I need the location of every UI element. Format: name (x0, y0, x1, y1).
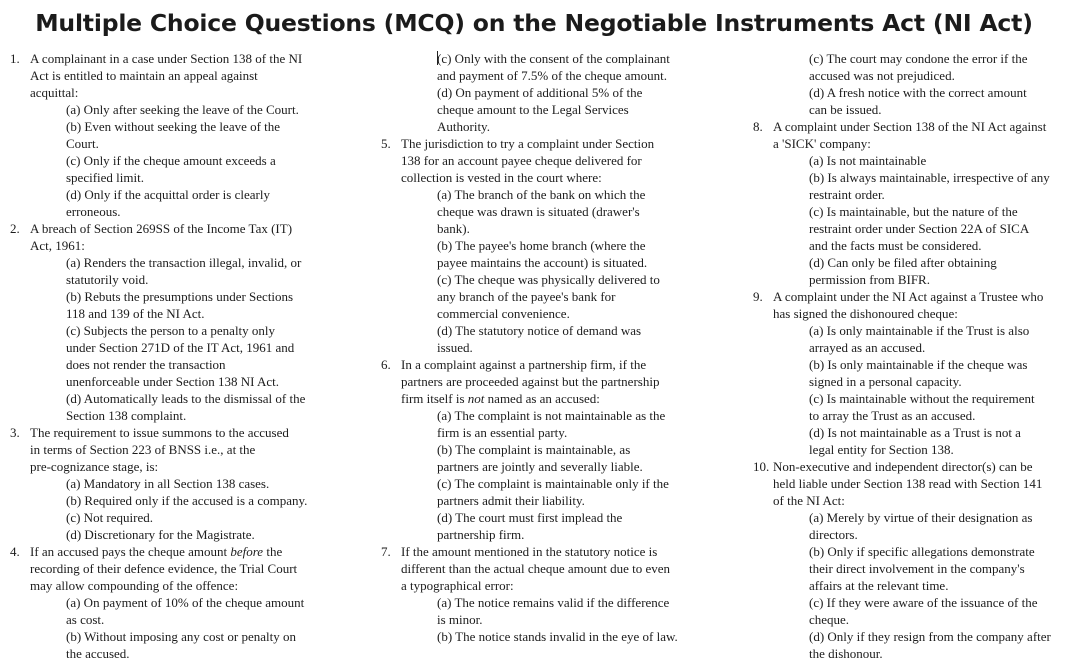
option-c: (c) Subjects the person to a penalty only under Section 271D of the IT Act, 1961 and does not render the transaction unenforceable under Section 138 NI Act. (66, 323, 295, 389)
option-d: (d) Is not maintainable as a Trust is not a legal entity for Section 138. (809, 425, 1021, 457)
column-2 (381, 50, 713, 645)
option-c: (c) Only with the consent of the complainant and payment of 7.5% of the cheque amount. (437, 51, 670, 83)
question-stem: If the amount mentioned in the statutory notice is different than the actual cheque amount due to even a typographical error: (401, 544, 671, 593)
option-d: (d) Automatically leads to the dismissal of the Section 138 complaint. (66, 391, 306, 423)
question-number: 1. (10, 51, 20, 66)
option-c: (c) The cheque was physically delivered to any branch of the payee's bank for commercial convenience. (437, 272, 660, 321)
question-9 (753, 288, 1085, 458)
question-7-continued (753, 50, 1085, 118)
option-b: (b) Is only maintainable if the cheque was signed in a personal capacity. (809, 357, 1028, 389)
question-4-continued (381, 50, 713, 135)
option-c: (c) Is maintainable without the requirement to array the Trust as an accused. (809, 391, 1035, 423)
option-b: (b) Without imposing any cost or penalty on the accused. (66, 629, 296, 661)
option-a: (a) Only after seeking the leave of the Court. (66, 102, 299, 117)
option-a: (a) The branch of the bank on which the cheque was drawn is situated (drawer's bank). (437, 187, 646, 236)
question-stem: The jurisdiction to try a complaint under Section 138 for an account payee cheque delivered for collection is vested in the court where: (401, 136, 655, 185)
question-number: 6. (381, 357, 391, 372)
option-d: (d) On payment of additional 5% of the cheque amount to the Legal Services Authority. (437, 85, 643, 134)
question-number: 4. (10, 544, 20, 559)
option-d: (d) Discretionary for the Magistrate. (66, 527, 255, 542)
question-stem: If an accused pays the cheque amount before the recording of their defence evidence, the Trial Court may allow compounding of the offence: (30, 544, 298, 593)
option-d: (d) Can only be filed after obtaining permission from BIFR. (809, 255, 997, 287)
column-3 (753, 50, 1085, 662)
option-b: (b) Rebuts the presumptions under Sections 118 and 139 of the NI Act. (66, 289, 294, 321)
question-stem: A complainant in a case under Section 138 of the NI Act is entitled to maintain an appeal against acquittal: (30, 51, 303, 100)
option-c: (c) The complaint is maintainable only if the partners admit their liability. (437, 476, 669, 508)
option-c: (c) Only if the cheque amount exceeds a specified limit. (66, 153, 276, 185)
option-d: (d) Only if the acquittal order is clearly erroneous. (66, 187, 270, 219)
option-c: (c) Is maintainable, but the nature of the restraint order under Section 22A of SICA and the facts must be considered. (809, 204, 1030, 253)
question-stem: In a complaint against a partnership firm, if the partners are proceeded against but the partnership firm itself is not named as an accused: (401, 357, 660, 406)
question-8 (753, 118, 1085, 288)
question-number: 7. (381, 544, 391, 559)
question-1 (10, 50, 342, 220)
question-number: 9. (753, 289, 763, 304)
question-2 (10, 220, 342, 424)
option-a: (a) The complaint is not maintainable as the firm is an essential party. (437, 408, 666, 440)
option-c: (c) Not required. (66, 510, 153, 525)
question-number: 10. (753, 459, 770, 474)
question-6 (381, 356, 713, 543)
question-stem: Non-executive and independent director(s) can be held liable under Section 138 read with Section 141 of the NI Act: (773, 459, 1043, 508)
question-stem: A complaint under the NI Act against a Trustee who has signed the dishonoured cheque: (773, 289, 1044, 321)
question-stem: The requirement to issue summons to the accused in terms of Section 223 of BNSS i.e., at the pre-cognizance stage, is: (30, 425, 289, 474)
question-number: 5. (381, 136, 391, 151)
option-b: (b) The payee's home branch (where the payee maintains the account) is situated. (437, 238, 648, 270)
option-b: (b) Required only if the accused is a company. (66, 493, 308, 508)
question-10 (753, 458, 1085, 662)
option-d: (d) Only if they resign from the company after the dishonour. (809, 629, 1051, 661)
option-a: (a) Renders the transaction illegal, invalid, or statutorily void. (66, 255, 302, 287)
question-stem: A complaint under Section 138 of the NI Act against a 'SICK' company: (773, 119, 1047, 151)
question-3 (10, 424, 342, 543)
option-a: (a) Merely by virtue of their designation as directors. (809, 510, 1033, 542)
option-a: (a) Mandatory in all Section 138 cases. (66, 476, 270, 491)
option-b: (b) Even without seeking the leave of the Court. (66, 119, 281, 151)
option-a: (a) On payment of 10% of the cheque amount as cost. (66, 595, 305, 627)
option-c: (c) The court may condone the error if the accused was not prejudiced. (809, 51, 1028, 83)
option-c: (c) If they were aware of the issuance of the cheque. (809, 595, 1038, 627)
option-a: (a) Is only maintainable if the Trust is also arrayed as an accused. (809, 323, 1030, 355)
question-number: 3. (10, 425, 20, 440)
option-b: (b) Is always maintainable, irrespective of any restraint order. (809, 170, 1050, 202)
option-b: (b) The notice stands invalid in the eye of law. (437, 629, 678, 644)
question-number: 2. (10, 221, 20, 236)
column-1 (10, 50, 342, 662)
option-b: (b) Only if specific allegations demonstrate their direct involvement in the company's affairs at the relevant time. (809, 544, 1035, 593)
question-stem: A breach of Section 269SS of the Income Tax (IT) Act, 1961: (30, 221, 293, 253)
question-7 (381, 543, 713, 645)
option-a: (a) The notice remains valid if the difference is minor. (437, 595, 670, 627)
option-d: (d) The statutory notice of demand was issued. (437, 323, 642, 355)
question-5 (381, 135, 713, 356)
question-number: 8. (753, 119, 763, 134)
option-b: (b) The complaint is maintainable, as partners are jointly and severally liable. (437, 442, 643, 474)
question-4 (10, 543, 342, 662)
option-d: (d) The court must first implead the partnership firm. (437, 510, 623, 542)
option-a: (a) Is not maintainable (809, 153, 927, 168)
option-d: (d) A fresh notice with the correct amount can be issued. (809, 85, 1027, 117)
page-title: Multiple Choice Questions (MCQ) on the Negotiable Instruments Act (NI Act) (35, 9, 1033, 37)
